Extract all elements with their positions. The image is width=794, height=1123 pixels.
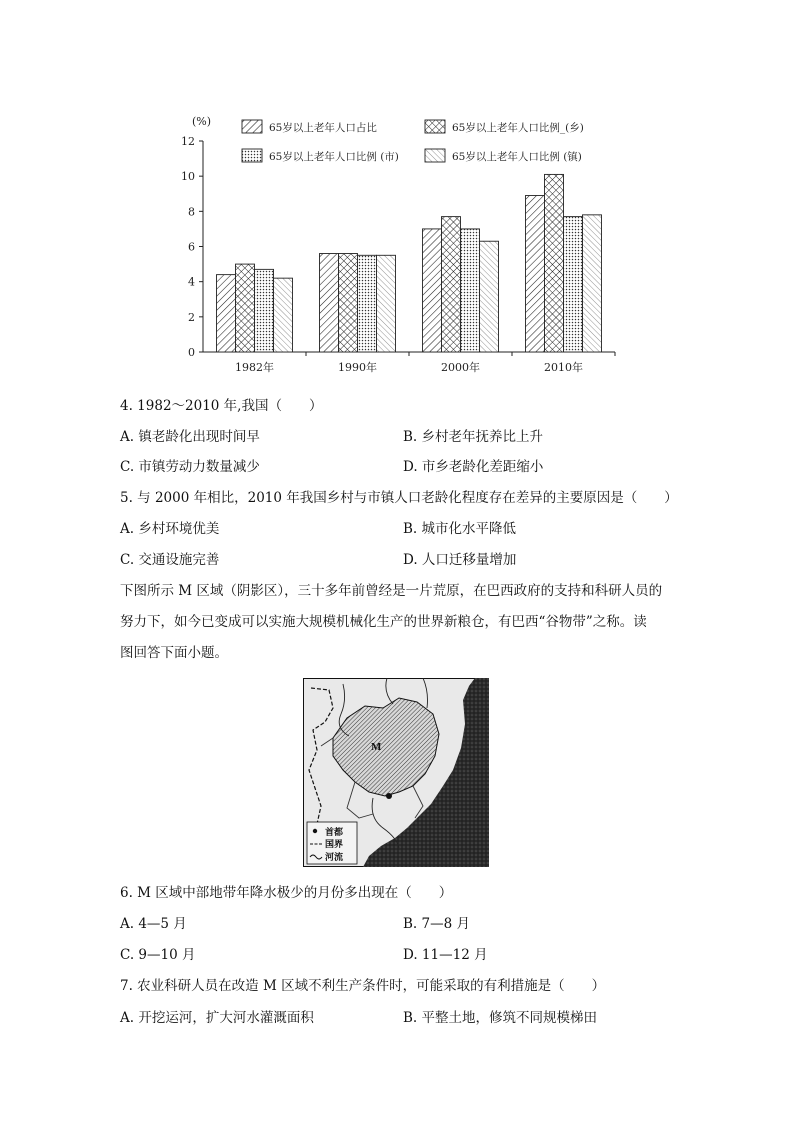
brazil-region-map xyxy=(303,678,489,867)
y-tick-label: 10 xyxy=(181,170,195,184)
question-6-option-c: C. 9—10 月 xyxy=(120,947,196,963)
question-5-option-a: A. 乡村环境优美 xyxy=(120,521,220,537)
bar-diagonal-1 xyxy=(320,254,339,352)
question-4-option-d: D. 市乡老龄化差距缩小 xyxy=(403,459,544,475)
x-tick-label: 1990年 xyxy=(338,361,377,374)
region-m-label: M xyxy=(371,741,382,753)
legend-label-crosshatch: 65岁以上老年人口比例_(乡) xyxy=(452,122,584,134)
bar-crosshatch-0 xyxy=(236,264,255,352)
bar-dots-3 xyxy=(564,217,583,352)
bar-crosshatch-3 xyxy=(545,174,564,352)
question-6-stem: 6. M 区域中部地带年降水极少的月份多出现在（ ） xyxy=(120,885,453,901)
legend-swatch-dots xyxy=(242,149,262,162)
bar-diagonal-3 xyxy=(526,196,545,352)
legend-label-light-diagonal: 65岁以上老年人口比例 (镇) xyxy=(452,151,582,163)
bar-diagonal-0 xyxy=(217,275,236,352)
legend-river-label: 河流 xyxy=(325,853,344,863)
question-6-option-d: D. 11—12 月 xyxy=(403,947,488,963)
legend-capital-symbol xyxy=(313,829,317,833)
bar-dots-1 xyxy=(358,255,377,352)
question-4-option-c: C. 市镇劳动力数量减少 xyxy=(120,459,260,475)
bar-dots-0 xyxy=(255,269,274,352)
question-5-option-d: D. 人口迁移量增加 xyxy=(403,552,517,568)
legend-border-label: 国界 xyxy=(325,840,344,850)
question-5-option-c: C. 交通设施完善 xyxy=(120,552,220,568)
y-tick-label: 4 xyxy=(188,275,195,289)
x-tick-label: 1982年 xyxy=(235,361,274,374)
bar-diagonal-2 xyxy=(423,229,442,352)
question-7-option-a: A. 开挖运河，扩大河水灌溉面积 xyxy=(120,1010,314,1026)
intro-line-2: 努力下，如今已变成可以实施大规模机械化生产的世界新粮仓，有巴西“谷物带”之称。读 xyxy=(120,614,647,630)
x-tick-label: 2000年 xyxy=(441,361,480,374)
aging-bar-chart xyxy=(160,105,630,380)
legend-capital-label: 首都 xyxy=(325,828,344,838)
x-tick-label: 2010年 xyxy=(544,361,583,374)
bar-crosshatch-1 xyxy=(339,254,358,352)
question-5-option-b: B. 城市化水平降低 xyxy=(403,521,517,537)
bar-light-diagonal-1 xyxy=(377,255,396,352)
bar-light-diagonal-0 xyxy=(274,278,293,352)
y-tick-label: 6 xyxy=(188,240,195,254)
question-6-option-b: B. 7—8 月 xyxy=(403,916,470,932)
legend-label-dots: 65岁以上老年人口比例 (市) xyxy=(269,151,399,163)
question-5-stem: 5. 与 2000 年相比，2010 年我国乡村与市镇人口老龄化程度存在差异的主要原因是（ ） xyxy=(120,490,678,506)
y-tick-label: 0 xyxy=(188,346,195,359)
question-4-option-b: B. 乡村老年抚养比上升 xyxy=(403,429,544,445)
y-tick-label: 8 xyxy=(188,205,195,219)
y-axis-label: (%) xyxy=(192,115,212,128)
legend-swatch-crosshatch xyxy=(425,120,445,133)
question-7-option-b: B. 平整土地，修筑不同规模梯田 xyxy=(403,1010,598,1026)
legend-swatch-light-diagonal xyxy=(425,149,445,162)
legend-swatch-diagonal xyxy=(242,120,262,133)
intro-paragraph xyxy=(120,576,680,669)
y-tick-label: 2 xyxy=(188,310,195,324)
bar-dots-2 xyxy=(461,229,480,352)
intro-line-1: 下图所示 M 区域（阴影区），三十多年前曾经是一片荒原，在巴西政府的支持和科研人员的 xyxy=(120,583,663,599)
question-4-option-a: A. 镇老龄化出现时间早 xyxy=(120,429,260,445)
legend-label-diagonal: 65岁以上老年人口占比 xyxy=(269,122,377,134)
bar-light-diagonal-3 xyxy=(583,215,602,352)
intro-line-3: 图回答下面小题。 xyxy=(120,645,228,661)
bar-light-diagonal-2 xyxy=(480,241,499,352)
capital-marker xyxy=(386,793,392,799)
question-4-stem: 4. 1982～2010 年,我国（ ） xyxy=(120,398,323,414)
question-6-option-a: A. 4—5 月 xyxy=(120,916,187,932)
question-7-stem: 7. 农业科研人员在改造 M 区域不利生产条件时，可能采取的有利措施是（ ） xyxy=(120,978,606,994)
y-tick-label: 12 xyxy=(181,135,195,148)
bar-crosshatch-2 xyxy=(442,217,461,352)
